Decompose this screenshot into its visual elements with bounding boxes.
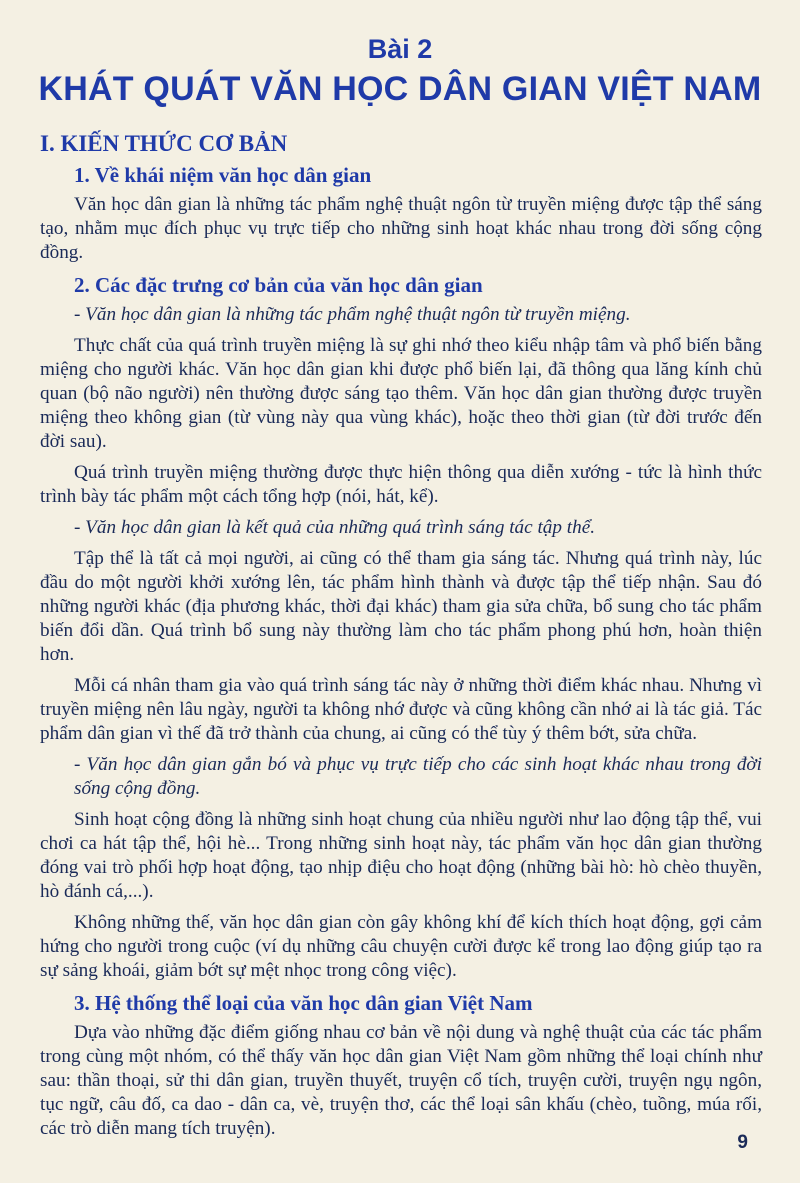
paragraph: Thực chất của quá trình truyền miệng là sự ghi nhớ theo kiểu nhập tâm và phổ biến bằng miệng cho người khác. Văn học dân gian khi được phổ biến lại, đã thông qua lăng kính chủ quan (bộ não người) nên thường được sáng tạo thêm. Văn học dân gian thường được truyền miệng theo không gian (từ vùng này qua vùng khác), hoặc theo thời gian (từ đời trước đến đời sau). [40, 335, 762, 452]
paragraph: Tập thể là tất cả mọi người, ai cũng có thể tham gia sáng tác. Nhưng quá trình này, lúc đầu do một người khởi xướng lên, tác phẩm hình thành và được tập thể tiếp nhận. Sau đó những người khác (địa phương khác, thời đại khác) tham gia sửa chữa, bổ sung cho tác phẩm biến đổi dần. Quá trình bổ sung này thường làm cho tác phẩm phong phú hơn, hoàn thiện hơn. [40, 548, 762, 665]
lesson-label: Bài 2 [367, 34, 433, 64]
italic-point: - Văn học dân gian gắn bó và phục vụ trực tiếp cho các sinh hoạt khác nhau trong đời sống cộng đồng. [74, 754, 762, 799]
paragraph: Dựa vào những đặc điểm giống nhau cơ bản về nội dung và nghệ thuật của các tác phẩm trong cùng một nhóm, có thể thấy văn học dân gian Việt Nam gồm những thể loại chính như sau: thần thoại, sử thi dân gian, truyền thuyết, truyện cổ tích, truyện cười, truyện ngụ ngôn, tục ngữ, câu đố, ca dao - dân ca, vè, truyện thơ, các thể loại sân khấu (chèo, tuồng, múa rối, các trò diễn mang tích truyện). [40, 1022, 762, 1139]
section-heading: I. KIẾN THỨC CƠ BẢN [40, 131, 288, 156]
page-body [40, 130, 762, 1148]
subsection-heading-1: 1. Về khái niệm văn học dân gian [74, 163, 372, 187]
subsection-heading-3: 3. Hệ thống thể loại của văn học dân gian Việt Nam [74, 991, 533, 1015]
italic-point: - Văn học dân gian là kết quả của những quá trình sáng tác tập thể. [74, 517, 596, 538]
page-number: 9 [737, 1132, 748, 1153]
italic-point: - Văn học dân gian là những tác phẩm nghệ thuật ngôn từ truyền miệng. [74, 304, 631, 325]
paragraph: Mỗi cá nhân tham gia vào quá trình sáng tác này ở những thời điểm khác nhau. Nhưng vì truyền miệng nên lâu ngày, người ta không nhớ được và cũng không cần nhớ ai là tác giả. Tác phẩm dân gian vì thế đã trở thành của chung, ai cũng có thể tùy ý thêm bớt, sửa chữa. [40, 675, 762, 744]
page-title: KHÁT QUÁT VĂN HỌC DÂN GIAN VIỆT NAM [38, 70, 762, 108]
subsection-heading-2: 2. Các đặc trưng cơ bản của văn học dân gian [74, 273, 483, 297]
paragraph: Văn học dân gian là những tác phẩm nghệ thuật ngôn từ truyền miệng được tập thể sáng tạo, nhằm mục đích phục vụ trực tiếp cho những sinh hoạt khác nhau trong đời sống cộng đồng. [40, 194, 762, 263]
paragraph: Không những thế, văn học dân gian còn gây không khí để kích thích hoạt động, gợi cảm hứng cho người trong cuộc (ví dụ những câu chuyện cười được kể trong lao động giúp tạo ra sự sảng khoái, giảm bớt sự mệt nhọc trong công việc). [40, 912, 762, 981]
paragraph: Sinh hoạt cộng đồng là những sinh hoạt chung của nhiều người như lao động tập thể, vui chơi ca hát tập thể, hội hè... Trong những sinh hoạt này, tác phẩm văn học dân gian thường đóng vai trò phối hợp hoạt động, tạo nhịp điệu cho hoạt động (những bài hò: hò chèo thuyền, hò đánh cá,...). [40, 809, 762, 902]
paragraph: Quá trình truyền miệng thường được thực hiện thông qua diễn xướng - tức là hình thức trình bày tác phẩm một cách tổng hợp (nói, hát, kể). [40, 462, 762, 507]
